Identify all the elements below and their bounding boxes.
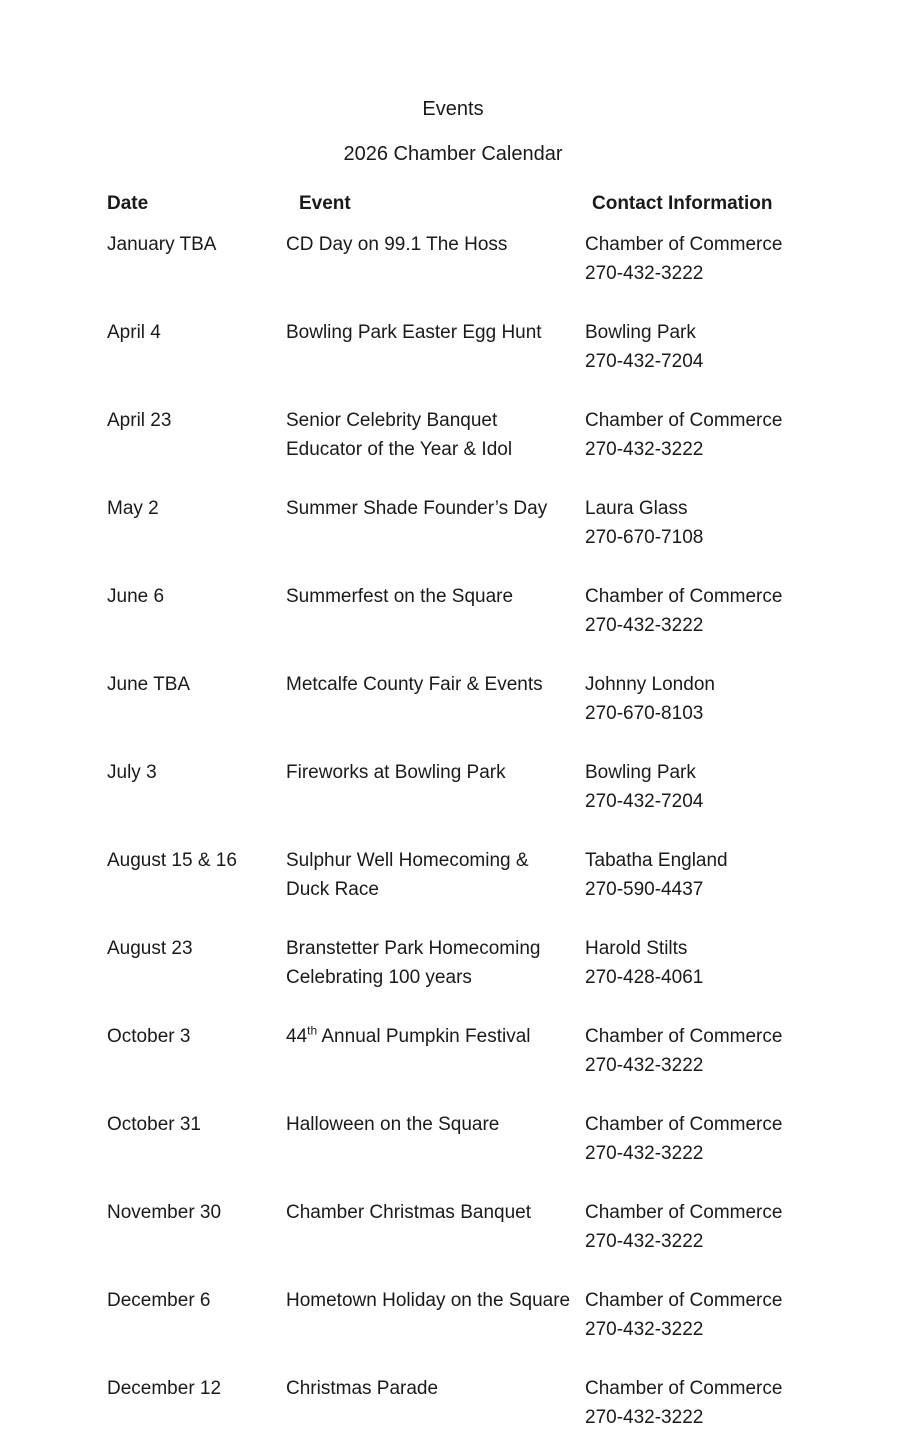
contact-phone-text: 270-432-3222: [585, 439, 704, 460]
row-contact: [583, 1198, 806, 1256]
table-body: [0, 230, 906, 1432]
table-row: [0, 670, 906, 728]
row-date: [107, 1286, 283, 1344]
contact-phone-text: 270-670-8103: [585, 703, 704, 724]
row-event: [283, 582, 583, 640]
table-row: [0, 1022, 906, 1080]
events-table: [0, 189, 906, 1432]
contact-name-text: Bowling Park: [585, 322, 696, 343]
event-text-line: Senior Celebrity Banquet: [286, 410, 498, 431]
contact-name-text: Chamber of Commerce: [585, 586, 783, 607]
event-text-line: Christmas Parade: [286, 1378, 439, 1399]
event-text-line: Fireworks at Bowling Park: [286, 762, 506, 783]
table-row: [0, 494, 906, 552]
row-contact: [583, 1022, 806, 1080]
event-text-line: Summer Shade Founder’s Day: [286, 498, 548, 519]
date-text: August 23: [107, 938, 193, 959]
event-text-line: CD Day on 99.1 The Hoss: [286, 234, 508, 255]
contact-name-text: Chamber of Commerce: [585, 1202, 783, 1223]
table-row: [0, 1110, 906, 1168]
column-header-contact: Contact Information: [592, 193, 773, 214]
contact-phone-text: 270-432-3222: [585, 1231, 704, 1252]
row-event: [283, 934, 583, 992]
event-text-line: 44th Annual Pumpkin Festival: [286, 1023, 531, 1047]
contact-phone-text: 270-432-3222: [585, 1319, 704, 1340]
row-event: [283, 1374, 583, 1432]
row-event: [283, 318, 583, 376]
row-event: [283, 1286, 583, 1344]
contact-name-text: Chamber of Commerce: [585, 1114, 783, 1135]
contact-name-text: Chamber of Commerce: [585, 410, 783, 431]
superscript-text: th: [307, 1023, 318, 1038]
event-text-line: Chamber Christmas Banquet: [286, 1202, 531, 1223]
event-text-line: Educator of the Year & Idol: [286, 439, 513, 460]
contact-name-text: Chamber of Commerce: [585, 1290, 783, 1311]
table-row: [0, 758, 906, 816]
date-text: June 6: [107, 586, 165, 607]
row-date: [107, 318, 283, 376]
date-text: April 23: [107, 410, 172, 431]
table-row: [0, 1374, 906, 1432]
row-contact: [583, 846, 806, 904]
row-contact: [583, 1110, 806, 1168]
row-date: [107, 846, 283, 904]
row-event: [283, 1022, 583, 1080]
contact-phone-text: 270-432-7204: [585, 791, 704, 812]
contact-name-text: Chamber of Commerce: [585, 1378, 783, 1399]
date-text: December 12: [107, 1378, 222, 1399]
page-title: Events: [422, 98, 484, 120]
row-date: [107, 406, 283, 464]
row-event: [283, 758, 583, 816]
row-event: [283, 1198, 583, 1256]
table-row: [0, 230, 906, 288]
date-text: April 4: [107, 322, 161, 343]
contact-phone-text: 270-590-4437: [585, 879, 704, 900]
contact-phone-text: 270-670-7108: [585, 527, 704, 548]
row-contact: [583, 406, 806, 464]
contact-phone-text: 270-432-7204: [585, 351, 704, 372]
table-row: [0, 1286, 906, 1344]
contact-name-text: Bowling Park: [585, 762, 696, 783]
row-contact: [583, 230, 806, 288]
contact-name-text: Johnny London: [585, 674, 715, 695]
contact-phone-text: 270-432-3222: [585, 1407, 704, 1428]
table-row: [0, 1198, 906, 1256]
row-date: [107, 494, 283, 552]
row-date: [107, 1022, 283, 1080]
contact-name-text: Laura Glass: [585, 498, 688, 519]
page-subtitle: 2026 Chamber Calendar: [343, 143, 563, 165]
row-contact: [583, 934, 806, 992]
column-header-event: Event: [299, 193, 351, 214]
table-header-row: [0, 189, 906, 218]
row-contact: [583, 758, 806, 816]
date-text: July 3: [107, 762, 157, 783]
row-event: [283, 1110, 583, 1168]
contact-phone-text: 270-432-3222: [585, 263, 704, 284]
contact-name-text: Chamber of Commerce: [585, 234, 783, 255]
row-date: [107, 1110, 283, 1168]
date-text: August 15 & 16: [107, 850, 237, 871]
date-text: January TBA: [107, 234, 217, 255]
row-event: [283, 494, 583, 552]
row-contact: [583, 582, 806, 640]
row-date: [107, 670, 283, 728]
row-event: [283, 670, 583, 728]
row-contact: [583, 318, 806, 376]
row-contact: [583, 494, 806, 552]
contact-name-text: Tabatha England: [585, 850, 728, 871]
date-text: November 30: [107, 1202, 222, 1223]
row-contact: [583, 670, 806, 728]
contact-phone-text: 270-432-3222: [585, 1055, 704, 1076]
event-text-line: Duck Race: [286, 879, 379, 900]
row-event: [283, 406, 583, 464]
row-event: [283, 230, 583, 288]
contact-name-text: Harold Stilts: [585, 938, 688, 959]
event-text-line: Branstetter Park Homecoming: [286, 938, 541, 959]
contact-phone-text: 270-432-3222: [585, 1143, 704, 1164]
event-text-line: Celebrating 100 years: [286, 967, 472, 988]
table-row: [0, 846, 906, 904]
event-text-line: Summerfest on the Square: [286, 586, 514, 607]
date-text: June TBA: [107, 674, 191, 695]
contact-phone-text: 270-428-4061: [585, 967, 704, 988]
date-text: October 3: [107, 1026, 191, 1047]
date-text: May 2: [107, 498, 159, 519]
event-text-line: Halloween on the Square: [286, 1114, 500, 1135]
table-row: [0, 582, 906, 640]
row-contact: [583, 1286, 806, 1344]
date-text: October 31: [107, 1114, 201, 1135]
event-text-line: Hometown Holiday on the Square: [286, 1290, 571, 1311]
table-row: [0, 934, 906, 992]
date-text: December 6: [107, 1290, 211, 1311]
row-date: [107, 1374, 283, 1432]
row-contact: [583, 1374, 806, 1432]
row-date: [107, 230, 283, 288]
table-row: [0, 318, 906, 376]
event-text-line: Sulphur Well Homecoming &: [286, 850, 529, 871]
row-date: [107, 934, 283, 992]
event-text-line: Metcalfe County Fair & Events: [286, 674, 543, 695]
row-date: [107, 758, 283, 816]
row-date: [107, 1198, 283, 1256]
event-text-line: Bowling Park Easter Egg Hunt: [286, 322, 542, 343]
contact-phone-text: 270-432-3222: [585, 615, 704, 636]
contact-name-text: Chamber of Commerce: [585, 1026, 783, 1047]
table-row: [0, 406, 906, 464]
row-event: [283, 846, 583, 904]
row-date: [107, 582, 283, 640]
column-header-date: Date: [107, 193, 149, 214]
